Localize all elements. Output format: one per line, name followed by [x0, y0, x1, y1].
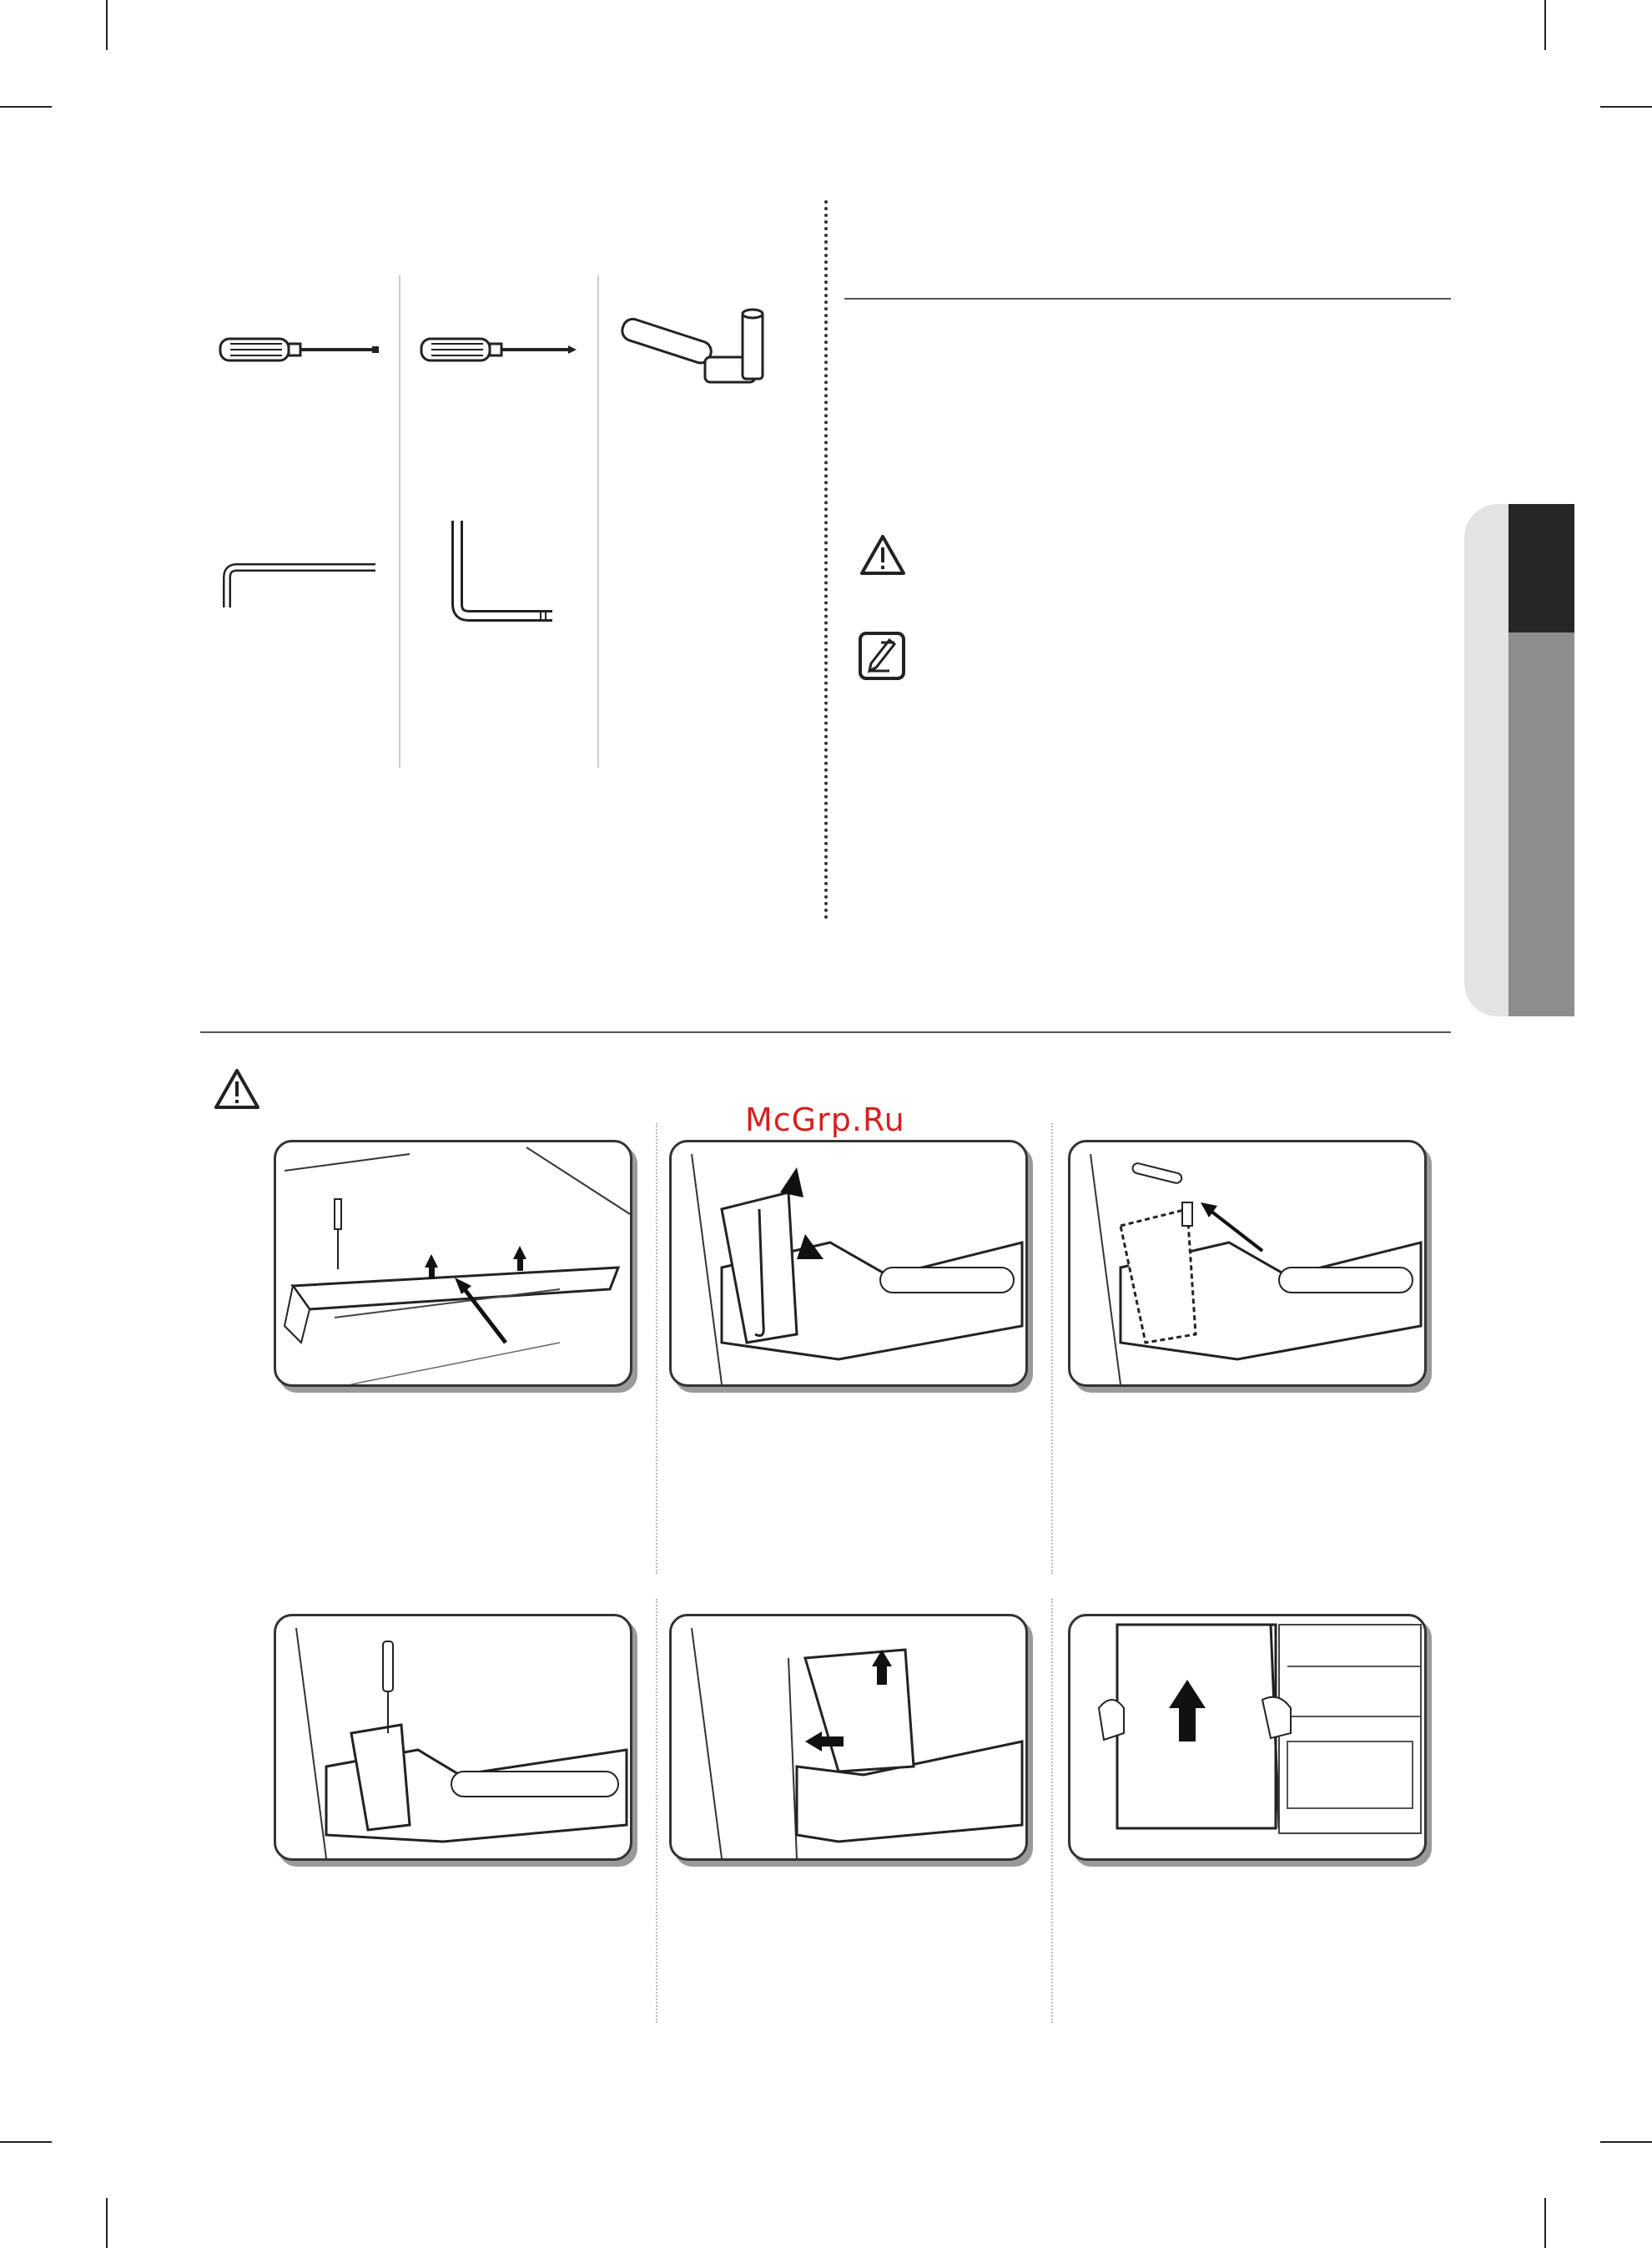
phillips-screwdriver-icon	[420, 332, 578, 367]
crop-mark	[0, 106, 52, 108]
tool-divider	[399, 275, 400, 768]
warning-triangle-icon	[859, 534, 906, 576]
crop-mark	[1600, 2141, 1652, 2143]
hex-key-large-icon	[449, 517, 557, 624]
watermark: McGrp.Ru	[745, 1101, 905, 1138]
step-divider	[656, 1123, 657, 1574]
step-divider	[1051, 1599, 1053, 2023]
step-5-lift-hinge	[669, 1614, 1028, 1861]
section-tab-inactive	[1508, 633, 1574, 1016]
step-2-disconnect-wire	[669, 1140, 1028, 1387]
step-4-remove-screw	[274, 1614, 632, 1861]
step-divider	[1051, 1123, 1053, 1574]
step-3-loosen-hinge-bolt	[1068, 1140, 1427, 1387]
tool-divider	[597, 275, 599, 768]
section-tab-active	[1508, 504, 1574, 633]
warning-triangle-icon	[214, 1068, 260, 1110]
flat-screwdriver-icon	[219, 332, 380, 367]
crop-mark	[106, 0, 108, 50]
crop-mark	[0, 2141, 52, 2143]
socket-wrench-icon	[617, 307, 776, 394]
crop-mark	[1600, 106, 1652, 108]
column-divider	[824, 200, 828, 920]
section-rule	[200, 1031, 1451, 1033]
step-1-remove-hinge-cover	[274, 1140, 632, 1387]
step-divider	[656, 1599, 657, 2023]
crop-mark	[1544, 2198, 1546, 2248]
section-tab-background	[1464, 504, 1513, 1016]
crop-mark	[1544, 0, 1546, 50]
hex-key-small-icon	[220, 561, 379, 612]
step-6-lift-door	[1068, 1614, 1427, 1861]
crop-mark	[106, 2198, 108, 2248]
section-rule	[844, 298, 1451, 300]
note-pencil-icon	[858, 631, 906, 681]
